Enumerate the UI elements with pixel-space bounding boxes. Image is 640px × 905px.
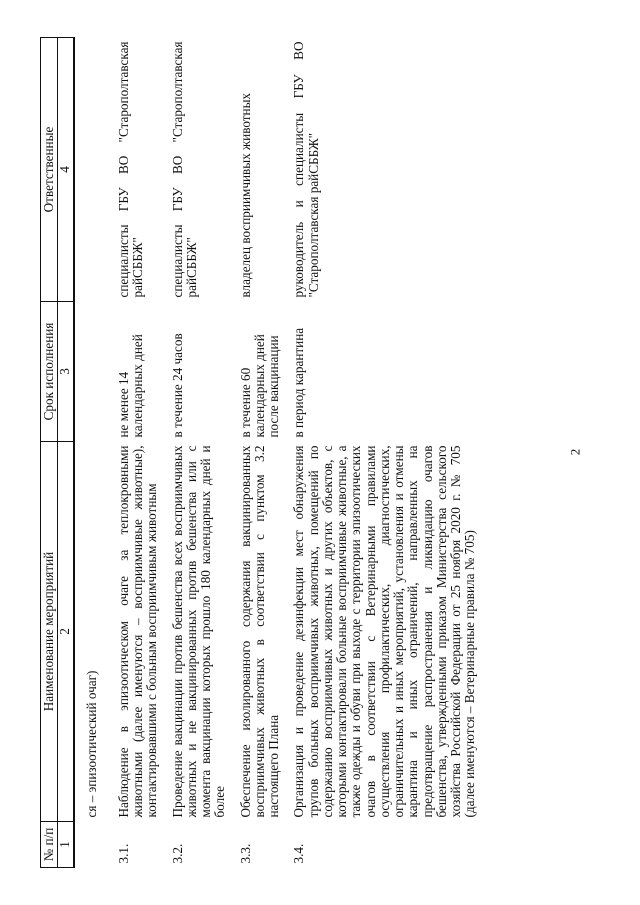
row-measure: Проведение вакцинации против бешенства всех восприимчивых животных и не вакцинированных против бешенства или с момента вакцинации которых прошло 180 календарных дней и более (169, 445, 228, 818)
row-number: 3.2. (169, 843, 185, 864)
page-number: 2 (567, 448, 583, 456)
header-num: № п/п (41, 822, 58, 868)
header-name: Наименование мероприятий (41, 442, 58, 822)
table-row (161, 38, 229, 868)
row-measure: Наблюдение в эпизоотическом очаге за теплокровными животными (далее именуются – восприимчивые животные), контактировавшими с больным восприимчивым животным (115, 445, 160, 818)
row-term: в течение 24 часов (169, 333, 185, 438)
row-responsible: руководитель и специалисты ГБУ ВО "Старополтавская райСББЖ" (291, 41, 321, 298)
table-row (282, 38, 478, 868)
row-number: 3.1. (115, 843, 131, 864)
row-responsible: специалисты ГБУ ВО "Старополтавская райСББЖ" (115, 41, 145, 298)
row-number: 3.3. (237, 843, 253, 864)
header-term: Срок исполнения (41, 302, 58, 442)
measures-table-rotated (40, 38, 600, 868)
column-number: 3 (58, 302, 74, 442)
row-responsible: владелец восприимчивых животных (237, 92, 253, 298)
measures-table (40, 37, 479, 868)
table-header-row (41, 38, 58, 868)
row-term: не менее 14 календарных дней (115, 334, 145, 438)
continuation-row (74, 38, 107, 868)
row-number: 3.4. (291, 843, 307, 864)
continuation-text: ся – эпизоотический очаг) (83, 670, 99, 818)
row-responsible: специалисты ГБУ ВО "Старополтавская райСББЖ" (169, 41, 199, 298)
column-number: 2 (58, 442, 74, 822)
table-row (229, 38, 283, 868)
column-number: 1 (58, 822, 74, 868)
row-term: в течение 60 календарных дней после вакцинации (237, 334, 281, 438)
row-term: в период карантина (291, 327, 307, 438)
column-number-row (58, 38, 74, 868)
column-number: 4 (58, 38, 74, 302)
row-measure: Организация и проведение дезинфекции мест обнаружения трупов больных восприимчивых животных, помещений по содержанию восприимчивых животных и других объектов, с которыми контактировали больные восприимчивые животные, а также одежды и обуви при выходе с территории эпизоотических очагов в соответствии с Ветеринарными правилами осуществления профилактических, диагностических, ограничительных и иных мероприятий, установления и отмены карантина и иных ограничений, направленных на предотвращение распространения и ликвидацию очагов бешенства, утвержденными приказом Министерства сельского хозяйства Российской Федерации от 25 ноября 2020 г. № 705 (далее именуются – Ветеринарные правила № 705) (291, 445, 478, 818)
table-row (107, 38, 161, 868)
row-measure: Обеспечение изолированного содержания вакцинированных восприимчивых животных в соответствии с пунктом 3.2 настоящего Плана (237, 445, 281, 818)
header-responsible: Ответственные (41, 38, 58, 302)
